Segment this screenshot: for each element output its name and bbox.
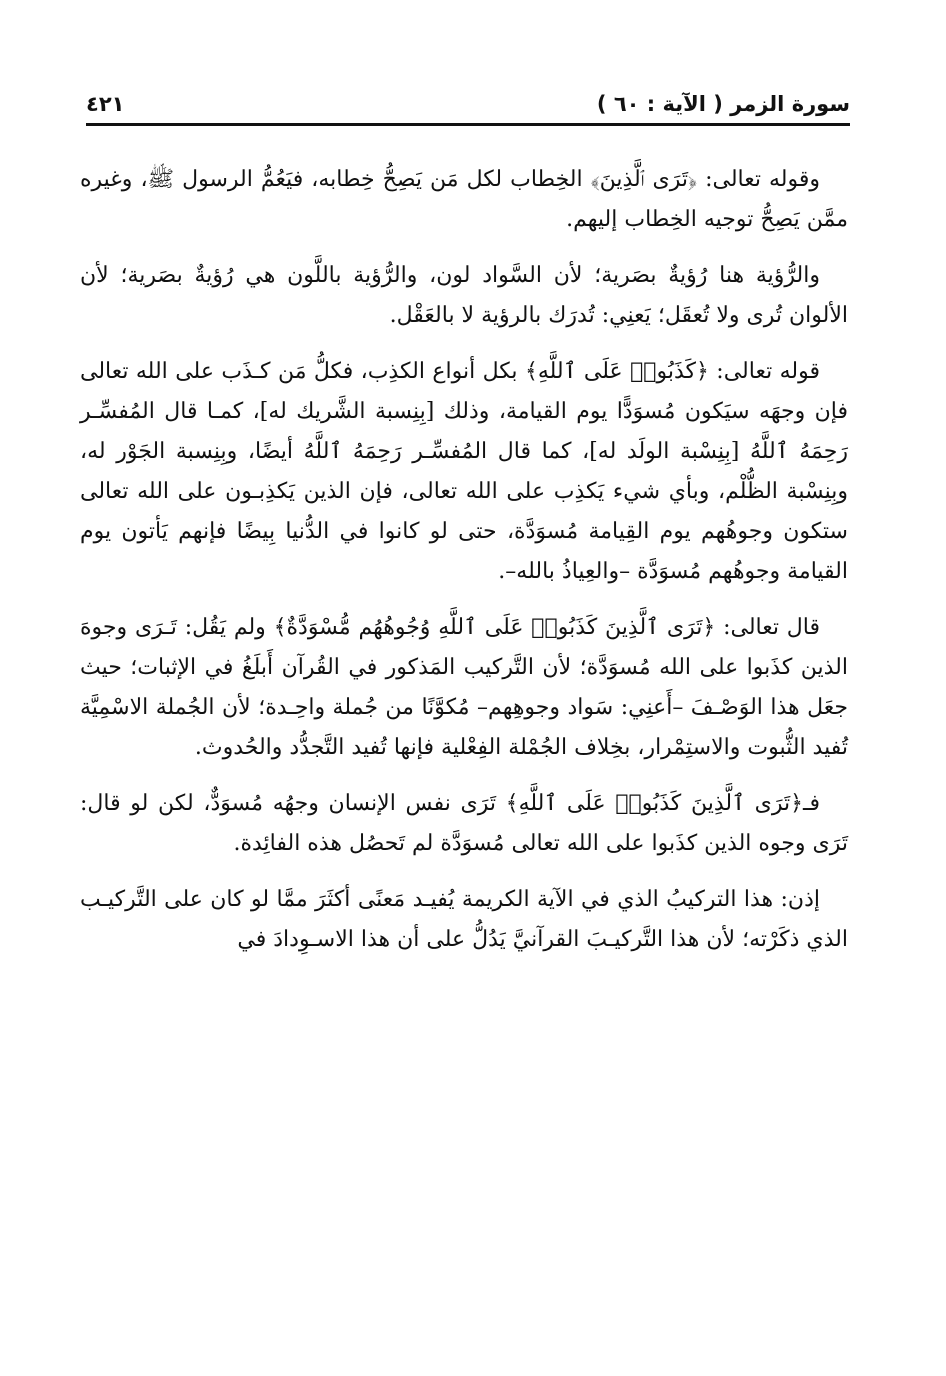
paragraph-1: وقوله تعالى: ﴿تَرَى ٱلَّذِينَ﴾ الخِطاب لكل مَن يَصِحُّ خِطابه، فيَعُمُّ الرسول ﷺ، وغيره ممَّن يَصِحُّ توجيه الخِطاب إليهم. [80, 167, 848, 232]
page-body [80, 160, 848, 960]
surah-title: سورة الزمر ( الآية : ٦٠ ) [596, 92, 850, 116]
paragraph-6: إذن: هذا التركيبُ الذي في الآية الكريمة يُفيـد مَعنًى أكثَرَ ممَّا لو كان على التَّركيـب الذي ذكَرْته؛ لأن هذا التَّركيـبَ القرآنيَّ يَدُلُّ على أن هذا الاسـوِدادَ في [80, 887, 848, 952]
paragraph-3: قوله تعالى: ﴿كَذَبُوا۟ عَلَى ٱللَّهِ﴾ بكل أنواع الكذِب، فكلُّ مَن كـذَب على الله تعالى فإن وجهَه سيَكون مُسوَدًّا يوم القيامة، وذلك [بِنِسبة الشَّريك له]، كمـا قال المُفسِّـر رَحِمَهُ ٱللَّهُ [بِنِسْبة الولَد له]، كما قال المُفسِّـر رَحِمَهُ ٱللَّهُ أيضًا، وبِنِسبة الجَوْر له، وبِنِسْبة الظُّلْم، وبأي شيء يَكذِب على الله تعالى، فإن الذين يَكذِبـون على الله تعالى ستكون وجوهُهم يوم القِيامة مُسوَدَّة، حتى لو كانوا في الدُّنيا بِيضًا فإنهم يَأتون يوم القيامة وجوهُهم مُسوَدَّة –والعِياذُ بالله–. [80, 359, 848, 584]
header-rule [86, 123, 850, 126]
page-number: ٤٢١ [86, 92, 125, 116]
paragraph-2: والرُّؤية هنا رُؤيةٌ بصَرية؛ لأن السَّواد لون، والرُّؤية باللَّون هي رُؤيةٌ بصَرية؛ لأن الألوان تُرى ولا تُعقَل؛ يَعنِي: تُدرَك بالرؤية لا بالعَقْل. [80, 263, 848, 328]
page-header [86, 86, 850, 126]
paragraph-5: فـ﴿تَرَى ٱلَّذِينَ كَذَبُوا۟ عَلَى ٱللَّهِ﴾ تَرَى نفس الإنسان وجهُه مُسوَدٌّ، لكن لو قال: تَرَى وجوه الذين كذَبوا على الله تعالى مُسوَدَّة لم تَحصُل هذه الفائِدة. [80, 791, 848, 856]
paragraph-4: قال تعالى: ﴿تَرَى ٱلَّذِينَ كَذَبُوا۟ عَلَى ٱللَّهِ وُجُوهُهُم مُّسْوَدَّةٌ﴾ ولم يَقُل: تَـرَى وجوهَ الذين كذَبوا على الله مُسوَدَّة؛ لأن التَّركيب المَذكور في القُرآن أَبلَغُ في الإثبات؛ حيث جعَل هذا الوَصْـفَ –أَعنِي: سَواد وجوهِهم– مُكوَّنًا من جُملة واحِـدة؛ لأن الجُملة الاسْمِيَّة تُفيد الثُّبوت والاستِمْرار، بخِلاف الجُمْلة الفِعْلية فإنها تُفيد التَّجدُّد والحُدوث. [80, 615, 848, 760]
